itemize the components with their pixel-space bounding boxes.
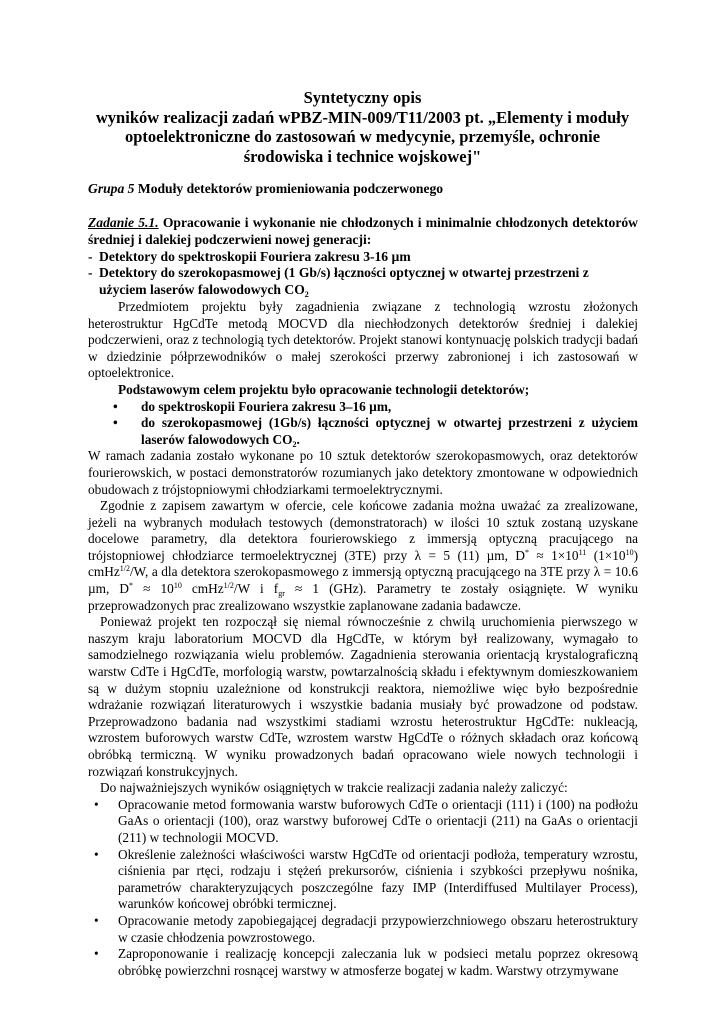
bullet-icon: • <box>113 415 118 431</box>
group-text: Moduły detektorów promieniowania podczerwonego <box>134 181 444 196</box>
results-list <box>88 797 638 980</box>
bullet-icon: • <box>113 398 118 414</box>
task-title: Opracowanie i wykonanie nie chłodzonych i minimalnie chłodzonych detektorów średniej i dalekiej podczerwieni nowej generacji: <box>88 215 638 247</box>
bullet-icon: • <box>94 846 99 862</box>
goal-heading: Podstawowym celem projektu było opracowanie technologii detektorów; <box>118 381 530 397</box>
goal-section <box>88 382 638 448</box>
made-paragraph: W ramach zadania zostało wykonane po 10 sztuk detektorów szerokopasmowych, oraz detektorów fourierowskich, w postaci demonstratorów rozumianych jako detektory zmontowane w odpowiednich obudowach z trójstopniowymi chłodziarkami termoelektrycznymi. <box>88 448 638 497</box>
bullet-icon: • <box>94 912 99 928</box>
bullet-icon: • <box>94 796 99 812</box>
bullet-icon: • <box>94 946 99 962</box>
goal-list <box>88 399 638 449</box>
offer-paragraph: Zgodnie z zapisem zawartym w ofercie, cele końcowe zadania można uważać za zrealizowane, jeżeli na wybranych modułach testowych (demonstratorach) w ilości 10 sztuk zostaną uzyskane docelowe parametry, dla detektora fourierowskiego z immersją optyczną pracującego na trójstopniowej chłodziarce termoelektrycznej (3TE) przy λ = 5 (11) µm, $D^* \approx 1\times 10^{11}$ $(1\times 10^{10})$ cmHz$^{1/2}$/W, a dla detektora szerokopasmowego z immersją optyczną pracującego na 3TE przy λ = 10.6 µm, $D^* \approx 10^{10}$ cmHz$^{1/2}$/W i $f_{gr} \approx 1$ (GHz). Parametry te zostały osiągnięte. W wyniku przeprowadzonych prac zrealizowano wszystkie zaplanowane zadania badawcze. <box>88 498 639 613</box>
title-line-2: wyników realizacji zadań wPBZ-MIN-009/T11/2003 pt. „Elementy i moduły <box>95 107 630 127</box>
task-dash-item: - Detektory do spektroskopii Fouriera zakresu 3-16 µm <box>88 248 411 264</box>
intro-paragraph: Przedmiotem projektu były zagadnienia związane z technologią wzrostu złożonych heterostruktur HgCdTe metodą MOCVD dla niechłodzonych detektorów średniej i dalekiej podczerwieni, oraz z technologią tych detektorów. Projekt stanowi kontynuację polskich tradycji badań w dziedzinie półprzewodników o małej szerokości przerwy zabronionej i ich zastosowań w optoelektronice. <box>88 298 638 381</box>
title-line-4: środowiska i technice wojskowej" <box>243 146 482 166</box>
task-label: Zadanie 5.1. <box>88 215 159 230</box>
task-dash-item: - Detektory do szerokopasmowej (1 Gb/s) łączności optycznej w otwartej przestrzeni z użyciem laserów falowodowych $CO_2$ <box>88 265 589 300</box>
group-label: Grupa 5 <box>88 181 135 196</box>
title-line-1: Syntetyczny opis <box>303 88 422 107</box>
list-item: • Opracowanie metod formowania warstw buforowych CdTe o orientacji (111) i (100) na podłożu GaAs o orientacji (100), oraz warstwy buforowej CdTe o orientacji (211) na GaAs o orientacji (211) w technologii MOCVD. <box>94 796 638 845</box>
list-item: • do szerokopasmowej (1Gb/s) łączności optycznej w otwartej przestrzeni z użyciem laserów falowodowych $CO_2$. <box>113 415 638 449</box>
document-title <box>70 88 655 166</box>
list-item: • Opracowanie metody zapobiegającej degradacji przypowierzchniowego obszaru heterostruktury w czasie chłodzenia powzrostowego. <box>94 912 638 945</box>
task-heading <box>88 215 638 249</box>
mocvd-paragraph: Ponieważ projekt ten rozpoczął się niemal równocześnie z chwilą uruchomienia pierwszego w naszym kraju laboratorium MOCVD dla HgCdTe, w którym był realizowany, wymagało to samodzielnego rozwiązania wielu problemów. Zagadnienia sterowania orientacją krystalograficzną warstw CdTe i HgCdTe, morfologią warstw, powtarzalnością składu i efektywnym domieszkowaniem są w dużym stopniu uzależnione od konstrukcji reaktora, niemożliwe więc było bezpośrednie wdrażanie rozwiązań literaturowych i wszystkie badania musiały być prowadzone od podstaw. Przeprowadzono badania nad wszystkimi stadiami wzrostu heterostruktur HgCdTe: nukleacją, wzrostem buforowych warstw CdTe, wzrostem warstw HgCdTe o różnych składach oraz końcową obróbką termiczną. W wyniku prowadzonych badań opracowano wiele nowych technologii i rozwiązań konstrukcyjnych. <box>88 614 638 779</box>
list-item: • Zaproponowanie i realizację koncepcji zaleczania luk w podsieci metalu poprzez okresową obróbkę powierzchni rosnącej warstwy w atmosferze bogatej w kadm. Warstwy otrzymywane <box>94 946 638 978</box>
list-item: • do spektroskopii Fouriera zakresu 3–16 µm, <box>113 398 392 414</box>
list-item: • Określenie zależności właściwości warstw HgCdTe od orientacji podłoża, temperatury wzrostu, ciśnienia par rtęci, rodzaju i stężeń prekursorów, ciśnienia i szybkości przepływu nośnika, parametrów charakteryzujących poszczególne fazy IMP (Interdiffused Multilayer Process), warunków końcowej obróbki termicznej. <box>94 846 638 912</box>
title-line-3: optoelektroniczne do zastosowań w medycynie, przemyśle, ochronie <box>124 127 601 146</box>
task-section <box>88 215 638 979</box>
results-heading: Do najważniejszych wyników osiągniętych w trakcie realizacji zadania należy zaliczyć: <box>100 780 568 796</box>
group-heading <box>88 181 638 198</box>
